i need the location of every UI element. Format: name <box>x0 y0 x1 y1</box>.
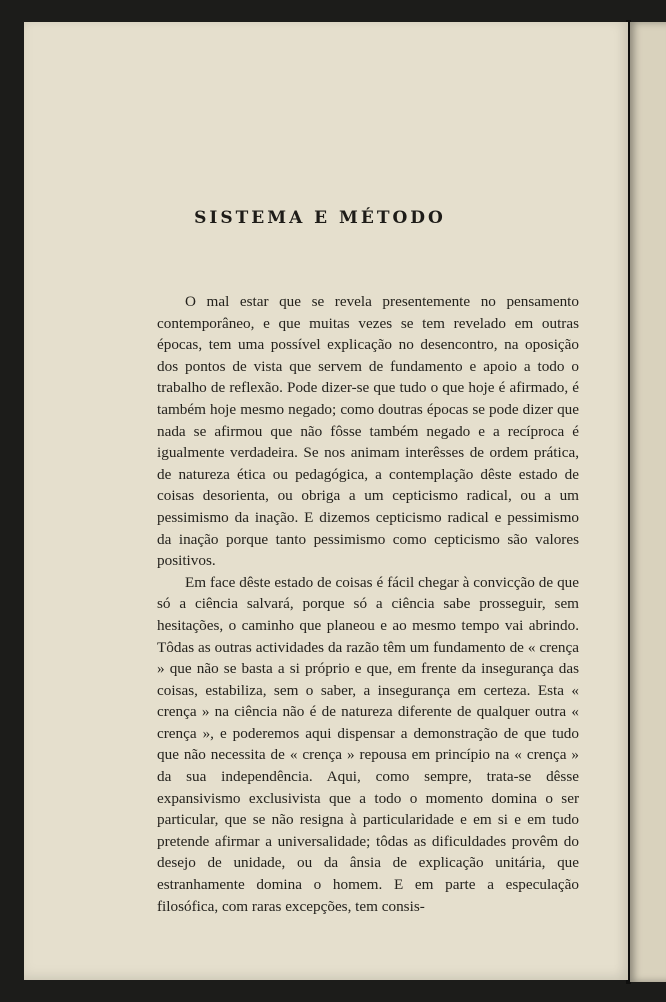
paragraph-1: O mal estar que se revela presentemente no pensamento contemporâneo, e que muitas vezes se tem revelado em outras épocas, tem uma possível explicação no desencontro, na oposição dos pontos de vista que servem de fundamento e apoio a todo o trabalho de reflexão. Pode dizer-se que tudo o que hoje é afirmado, é também hoje mesmo negado; como doutras épocas se pode dizer que nada se afirmou que não fôsse também negado e a recíproca é igualmente verdadeira. Se nos animam interêsses de ordem prática, de natureza ética ou pedagógica, a contemplação dêste estado de coisas desorienta, ou obriga a um cepticismo radical, ou a um pessimismo da inação. E dizemos cepticismo radical e pessimismo da inação porque tanto pessimismo como cepticismo são valores positivos. <box>157 293 579 570</box>
body-text <box>157 291 579 917</box>
next-page-edge <box>630 22 666 982</box>
chapter-title: SISTEMA E MÉTODO <box>194 208 446 228</box>
paragraph-2: Em face dêste estado de coisas é fácil chegar à convicção de que só a ciência salvará, porque só a ciência sabe prosseguir, sem hesitações, o caminho que planeou e ao mesmo tempo vai abrindo. Tôdas as outras actividades da razão têm um fundamento de « crença » que não se basta a si próprio e que, em frente da insegurança das coisas, estabiliza, sem o saber, a insegurança em certeza. Esta « crença » na ciência não é de natureza diferente de qualquer outra « crença », e poderemos aqui dispensar a demonstração de que tudo que não necessita de « crença » repousa em princípio na « crença » da sua independência. Aqui, como sempre, trata-se dêsse expansivismo exclusivista que a todo o momento domina o ser particular, que se não resigna à particularidade e em si e em tudo pretende afirmar a universalidade; tôdas as dificuldades provêm do desejo de unidade, ou da ânsia de explicação unitária, que estranhamente domina o homem. E em parte a especulação filosófica, com raras excepções, tem consis- <box>157 573 579 915</box>
